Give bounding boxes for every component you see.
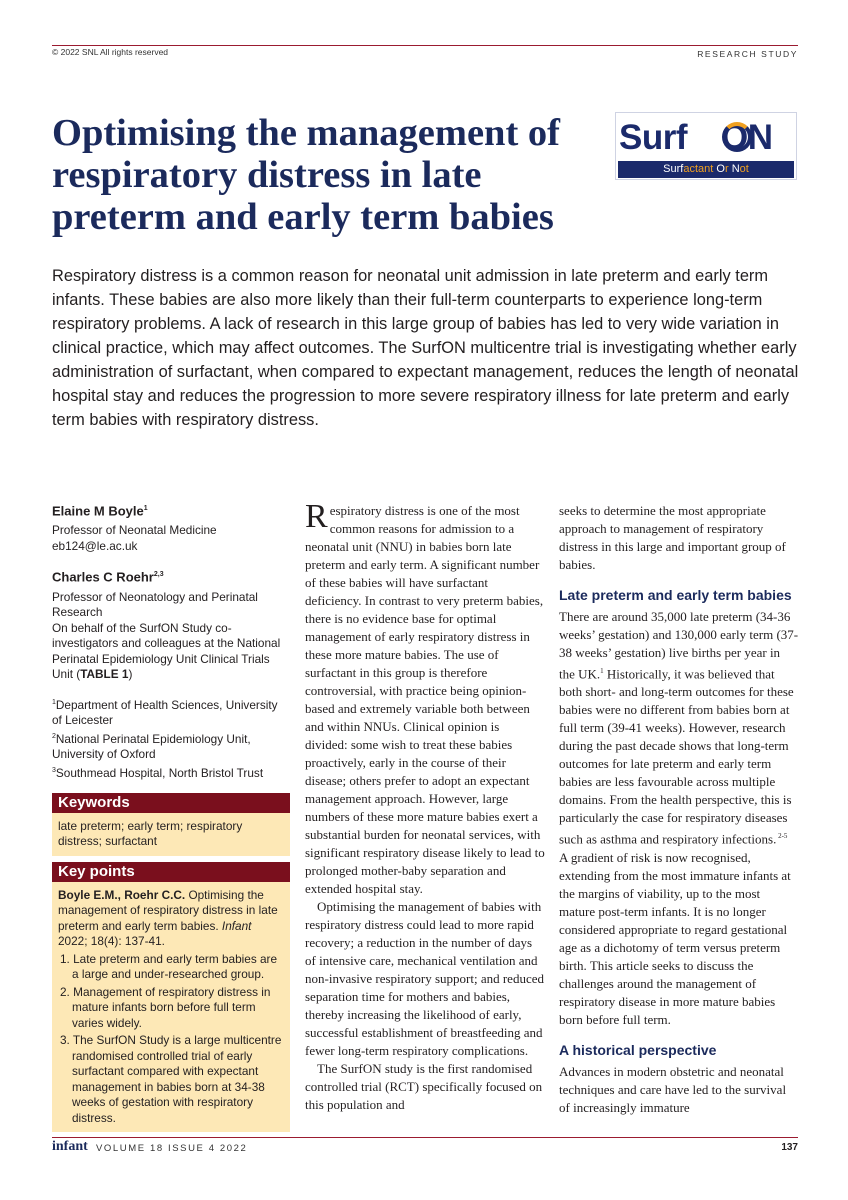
body-paragraph: A gradient of risk is now recognised, extending from the most immature infants at the margins of viability, up to the most mature post-term infants. It is no longer considered appropriate to regard gestational age as a dichotomy of term versus preterm birth. This article seeks to discuss the challenges around the management of respiratory disease in more mature babies born before full term. — [559, 849, 791, 1027]
citation-ref[interactable]: 2-5 — [776, 832, 788, 841]
key-points-heading: Key points — [52, 862, 290, 882]
footer-rule — [52, 1137, 798, 1138]
citation-rest: 2022; 18(4): 137-41. — [58, 934, 165, 949]
keywords-text: late preterm; early term; respiratory distress; surfactant — [52, 813, 290, 856]
body-paragraph — [559, 608, 799, 849]
logo-tag-part: ot — [739, 163, 749, 175]
affiliation-sup: 3 — [52, 766, 56, 774]
author-note — [52, 621, 290, 683]
section-label: RESEARCH STUDY — [697, 49, 798, 59]
section-heading: A historical perspective — [559, 1041, 717, 1058]
article-title: Optimising the management of respiratory distress in late preterm and early term babies — [52, 112, 560, 238]
sidebar-column — [52, 500, 290, 1132]
body-paragraph: seeks to determine the most appropriate approach to management of respiratory distress in this large and important group of babies. — [559, 503, 786, 572]
affiliations — [52, 695, 290, 781]
citation-title: Optimising the management of respiratory distress in late preterm and early term babies. — [58, 887, 278, 933]
key-points-list — [58, 952, 284, 1127]
logo-wordmark-right: ON — [721, 118, 773, 157]
list-item: 2. Management of respiratory distress in mature infants born before full term varies widely. — [60, 984, 271, 1030]
body-paragraph-text: Historically, it was believed that both short- and long-term outcomes for these babies were no different from babies born at full term (39-41 weeks). However, research during the past decade shows that long-term outcomes for late preterm and early term babies are less favourable across multiple domains. From the health perspective, this is particularly the case for respiratory diseases such as asthma and respiratory infections. — [559, 666, 794, 847]
affiliation-text: Southmead Hospital, North Bristol Trust — [55, 765, 264, 780]
body-paragraph — [305, 498, 545, 898]
author-email[interactable]: eb124@le.ac.uk — [52, 538, 138, 553]
logo-ring-icon — [722, 122, 752, 152]
logo-tagline — [618, 161, 794, 178]
body-column-3 — [559, 502, 799, 1117]
logo-wordmark-left: Surf — [619, 118, 687, 157]
surfon-logo — [615, 112, 797, 180]
affiliation — [52, 695, 290, 729]
affiliation-sup: 2 — [52, 732, 56, 740]
section-heading: Late preterm and early term babies — [559, 587, 792, 603]
key-points-box — [52, 882, 290, 1133]
affiliation-text: National Perinatal Epidemiology Unit, University of Oxford — [52, 731, 251, 761]
author-block — [52, 500, 290, 554]
affiliation-sup: 1 — [52, 698, 56, 706]
body-paragraph: Optimising the management of babies with respiratory distress could lead to more rapid recovery; a reduction in the number of days of intensive care, mechanical ventilation and non-invasive respiratory support; and reduced separation time for mothers and babies, thereby increasing the likelihood of early, successful establishment of breastfeeding and fewer long-term respiratory complications. — [305, 899, 544, 1058]
author-block — [52, 566, 290, 682]
keywords-heading: Keywords — [52, 793, 290, 813]
body-paragraph-text: There are around 35,000 late preterm (34-36 weeks’ gestation) and 130,000 early term (37-38 weeks’ gestation) live births per year in the UK. — [559, 609, 799, 682]
affiliation — [52, 729, 290, 763]
affiliation-text: Department of Health Sciences, University of Leicester — [52, 697, 278, 728]
body-paragraph: The SurfON study is the first randomised controlled trial (RCT) specifically focused on this population and — [305, 1061, 543, 1112]
table-reference[interactable]: TABLE 1 — [80, 667, 129, 682]
key-points-citation — [58, 888, 284, 950]
journal-volume: VOLUME 18 ISSUE 4 2022 — [96, 1143, 248, 1154]
drop-cap: R — [305, 498, 328, 535]
logo-tag-part: Surf — [663, 163, 684, 175]
journal-brand: infant — [52, 1139, 88, 1154]
body-paragraph-text: espiratory distress is one of the most common reasons for admission to a neonatal unit (NNU) in babies born late preterm and early term. A significant number of these babies will have surfactant deficiency. In contrast to very preterm babies, there is no evidence base for optimal management of early respiratory distress in these more mature babies. The use of surfactant in this group is therefore controversial, with practice being opinion-based and extremely variable both between and within NNUs. Clinical opinion is divided: some wish to treat these babies proactively, early in the course of their disease; others prefer to adopt an expectant management approach. However, large numbers of these more mature babies exert a substantial burden for neonatal services, with significant respiratory disease likely to lead to prolonged mother-baby separation and extended hospital stay. — [305, 503, 545, 896]
body-column-2 — [305, 498, 545, 1114]
logo-tag-part: N — [731, 163, 740, 175]
page-number: 137 — [781, 1142, 798, 1153]
logo-tag-part: r — [724, 163, 732, 175]
list-item: 3. The SurfON Study is a large multicentre randomised controlled trial of early surfactant compared with expectant management in babies born at 34-38 weeks of gestation with respiratory distress. — [60, 1033, 282, 1125]
citation-ref[interactable]: 1 — [600, 667, 604, 675]
author-sup: 2,3 — [153, 571, 164, 579]
author-name — [52, 500, 290, 519]
body-paragraph: Advances in modern obstetric and neonatal techniques and care have led to the survival of increasingly immature — [559, 1063, 787, 1115]
author-name-text: Elaine M Boyle — [52, 503, 144, 519]
author-note-text: On behalf of the SurfON Study co-investigators and colleagues at the National Perinatal Epidemiology Unit Clinical Trials Unit ( — [52, 620, 281, 682]
list-item: 1. Late preterm and early term babies are a large and under-researched group. — [60, 951, 278, 982]
logo-tag-part: O — [716, 163, 725, 175]
affiliation — [52, 763, 290, 781]
author-name — [52, 566, 290, 585]
logo-tag-part: actant — [683, 163, 717, 175]
author-sup: 1 — [143, 505, 148, 512]
citation-authors: Boyle E.M., Roehr C.C. — [58, 887, 186, 902]
logo-wordmark — [619, 117, 795, 159]
copyright-notice: © 2022 SNL All rights reserved — [52, 47, 169, 57]
header-rule — [52, 45, 798, 46]
author-name-text: Charles C Roehr — [52, 569, 154, 585]
author-role: Professor of Neonatology and Perinatal Research — [52, 589, 258, 620]
author-role: Professor of Neonatal Medicine — [52, 523, 217, 538]
citation-journal: Infant — [221, 918, 252, 933]
author-note-close: ) — [128, 667, 133, 682]
abstract: Respiratory distress is a common reason for neonatal unit admission in late preterm and early term infants. These babies are also more likely than their full-term counterparts to experience long-term respiratory problems. A lack of research in this large group of babies has led to very wide variation in clinical practice, which may affect outcomes. The SurfON multicentre trial is investigating whether early administration of surfactant, when compared to expectant management, reduces the length of neonatal hospital stay and reduces the progression to more severe respiratory illness for late preterm and early term babies with respiratory distress. — [52, 267, 799, 429]
